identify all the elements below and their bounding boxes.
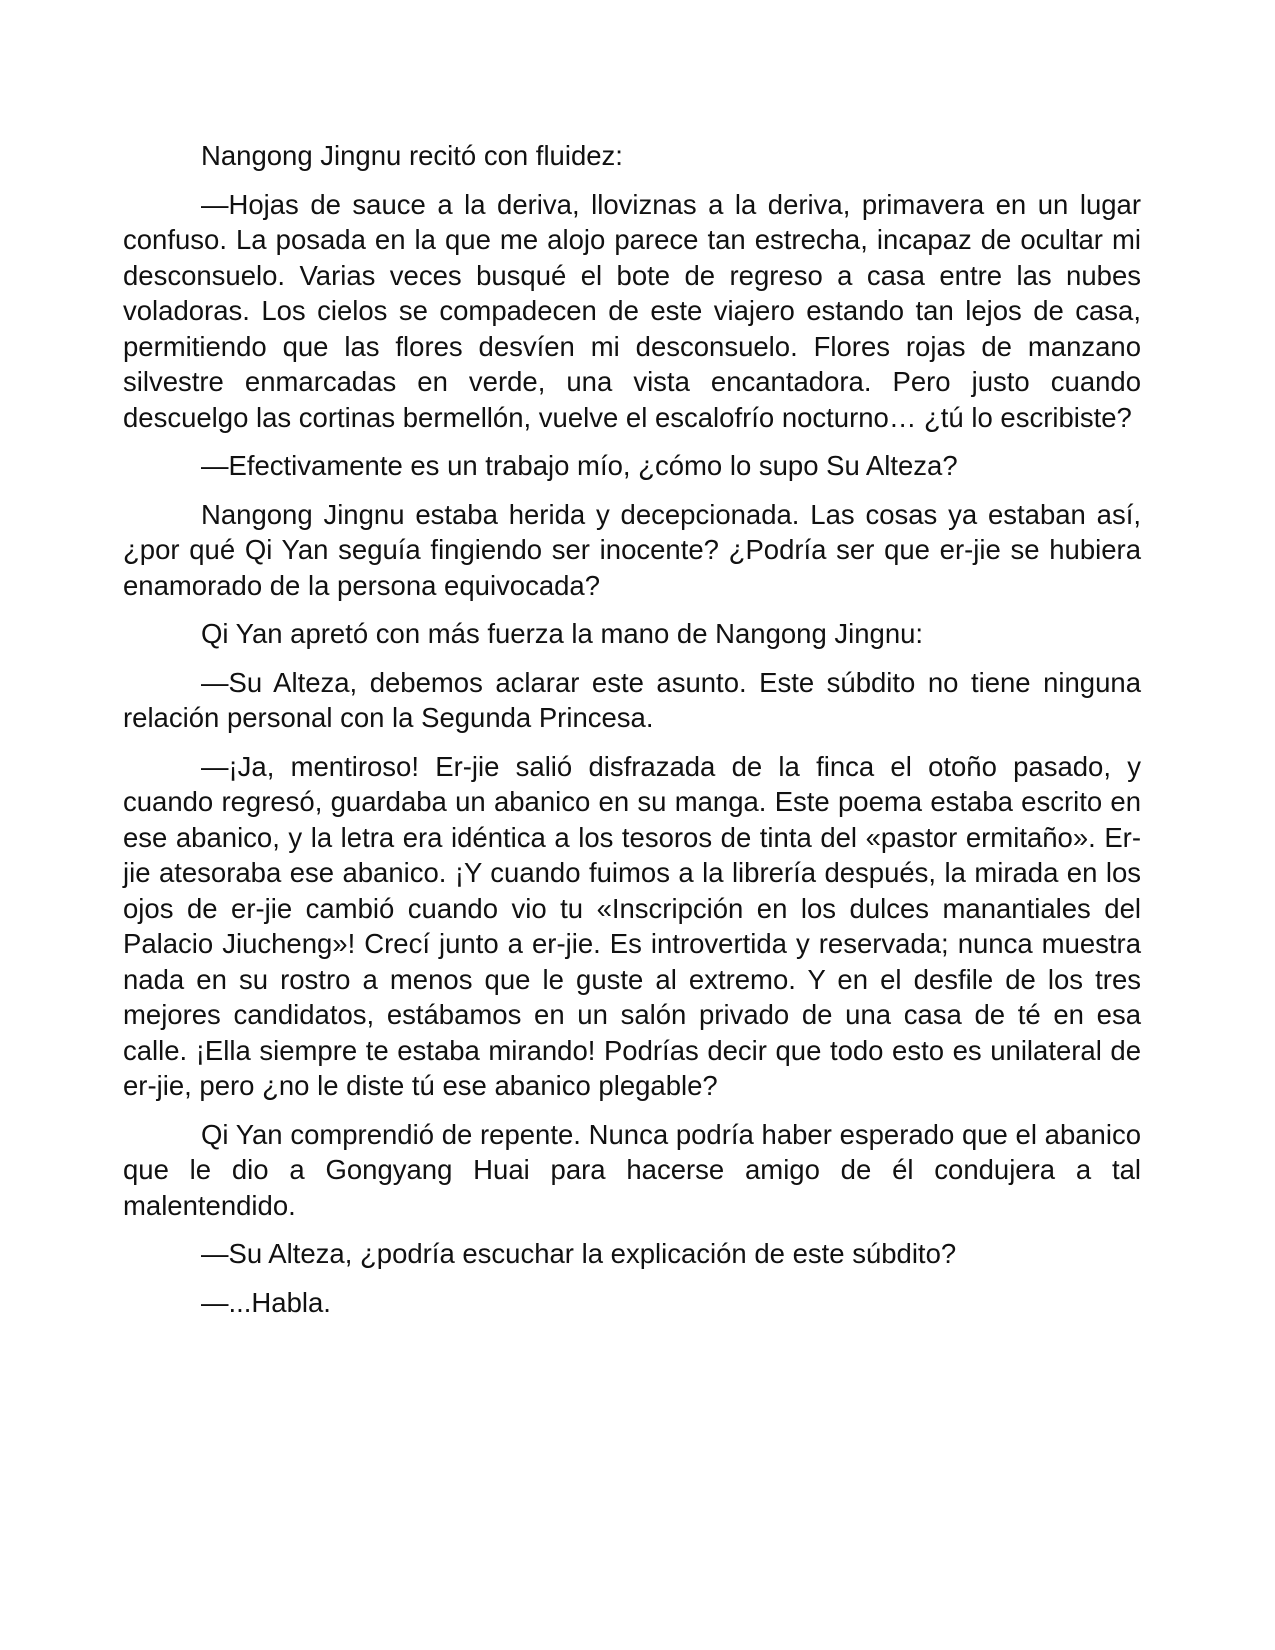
document-body — [123, 138, 1141, 1320]
paragraph: Qi Yan comprendió de repente. Nunca podría haber esperado que el abanico que le dio a Gongyang Huai para hacerse amigo de él condujera a tal malentendido. — [123, 1118, 1141, 1221]
paragraph: —Hojas de sauce a la deriva, lloviznas a la deriva, primavera en un lugar confuso. La posada en la que me alojo parece tan estrecha, incapaz de ocultar mi desconsuelo. Varias veces busqué el bote de regreso a casa entre las nubes voladoras. Los cielos se compadecen de este viajero estando tan lejos de casa, permitiendo que las flores desvíen mi desconsuelo. Flores rojas de manzano silvestre enmarcadas en verde, una vista encantadora. Pero justo cuando descuelgo las cortinas bermellón, vuelve el escalofrío nocturno… ¿tú lo escribiste? — [123, 188, 1141, 433]
paragraph: Qi Yan apretó con más fuerza la mano de Nangong Jingnu: — [201, 618, 924, 649]
paragraph: —¡Ja, mentiroso! Er-jie salió disfrazada de la finca el otoño pasado, y cuando regresó, guardaba un abanico en su manga. Este poema estaba escrito en ese abanico, y la letra era idéntica a los tesoros de tinta del «pastor ermitaño». Er-jie atesoraba ese abanico. ¡Y cuando fuimos a la librería después, la mirada en los ojos de er-jie cambió cuando vio tu «Inscripción en los dulces manantiales del Palacio Jiucheng»! Crecí junto a er-jie. Es introvertida y reservada; nunca muestra nada en su rostro a menos que le guste al extremo. Y en el desfile de los tres mejores candidatos, estábamos en un salón privado de una casa de té en esa calle. ¡Ella siempre te estaba mirando! Podrías decir que todo esto es unilateral de er-jie, pero ¿no le diste tú ese abanico plegable? — [123, 750, 1141, 1101]
paragraph: —Su Alteza, debemos aclarar este asunto. Este súbdito no tiene ninguna relación personal con la Segunda Princesa. — [123, 666, 1141, 733]
paragraph: —...Habla. — [201, 1286, 331, 1318]
paragraph: Nangong Jingnu recitó con fluidez: — [201, 140, 623, 171]
paragraph: —Su Alteza, ¿podría escuchar la explicación de este súbdito? — [201, 1238, 957, 1269]
paragraph: Nangong Jingnu estaba herida y decepcionada. Las cosas ya estaban así, ¿por qué Qi Yan seguía fingiendo ser inocente? ¿Podría ser que er-jie se hubiera enamorado de la persona equivocada? — [123, 498, 1141, 601]
paragraph: —Efectivamente es un trabajo mío, ¿cómo lo supo Su Alteza? — [201, 450, 958, 481]
